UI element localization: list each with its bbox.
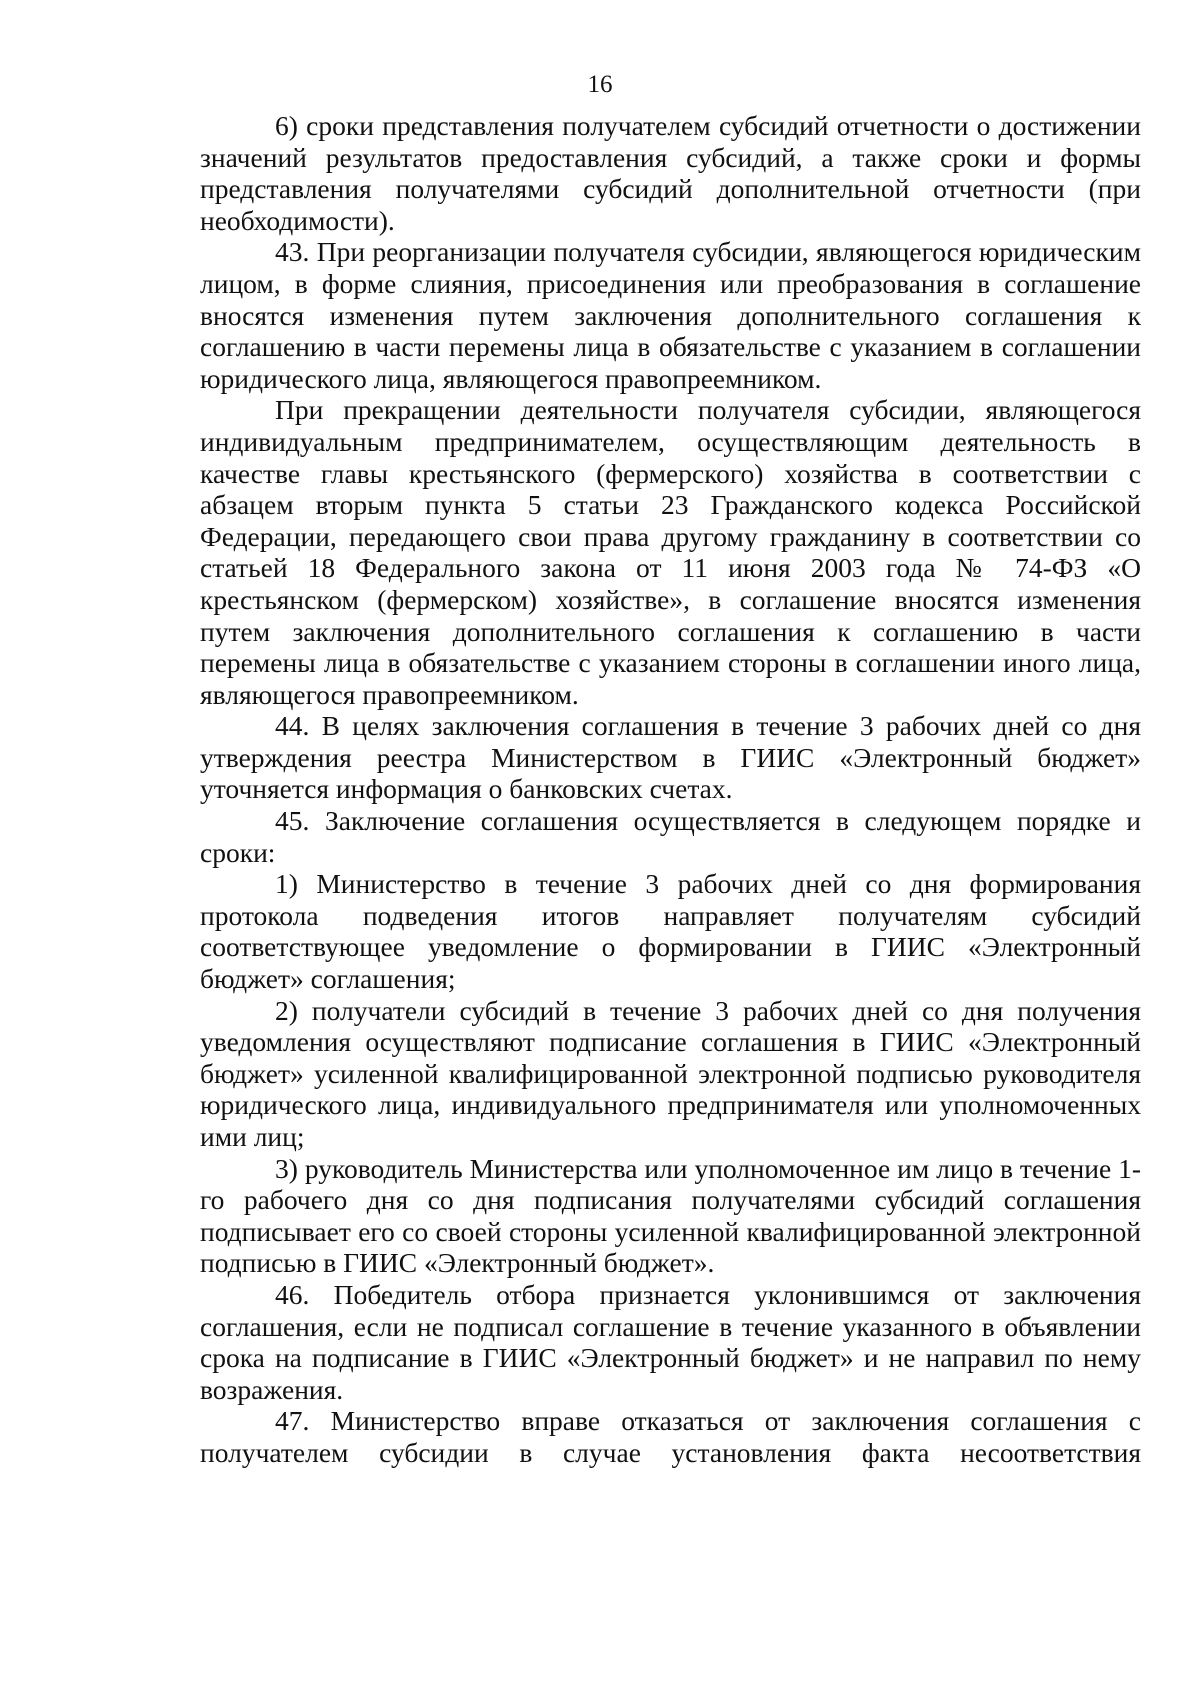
paragraph-45-item-2: 2) получатели субсидий в течение 3 рабочих дней со дня получения уведомления осуществляют подписание соглашения в ГИИС «Электронный бюджет» усиленной квалифицированной электронной подписью руководителя юридического лица, индивидуального предпринимателя или уполномоченных ими лиц; [200, 994, 1141, 1152]
page-number: 16 [587, 71, 613, 98]
paragraph-45-item-1: 1) Министерство в течение 3 рабочих дней со дня формирования протокола подведения итогов направляет получателям субсидий соответствующее уведомление о формировании в ГИИС «Электронный бюджет» соглашения; [200, 868, 1141, 995]
paragraph-item-6: 6) сроки представления получателем субсидий отчетности о достижении значений результатов предоставления субсидий, а также сроки и формы представления получателями субсидий дополнительной отчетности (при необходимости). [200, 110, 1141, 236]
paragraph-45-item-3: 3) руководитель Министерства или уполномоченное им лицо в течение 1-го рабочего дня со дня подписания получателями субсидий соглашения подписывает его со своей стороны усиленной квалифицированной электронной подписью в ГИИС «Электронный бюджет». [200, 1152, 1141, 1279]
paragraph-43: 43. При реорганизации получателя субсидии, являющегося юридическим лицом, в форме слияния, присоединения или преобразования в соглашение вносятся изменения путем заключения дополнительного соглашения к соглашению в части перемены лица в обязательстве с указанием в соглашении юридического лица, являющегося правопреемником. [200, 236, 1141, 394]
paragraph-44: 44. В целях заключения соглашения в течение 3 рабочих дней со дня утверждения реестра Министерством в ГИИС «Электронный бюджет» уточняется информация о банковских счетах. [200, 710, 1141, 805]
paragraph-43-second: При прекращении деятельности получателя субсидии, являющегося индивидуальным предпринимателем, осуществляющим деятельность в качестве главы крестьянского (фермерского) хозяйства в соответствии с абзацем вторым пункта 5 статьи 23 Гражданского кодекса Российской Федерации, передающего свои права другому гражданину в соответствии со статьей 18 Федерального закона от 11 июня 2003 года № 74-ФЗ «О крестьянском (фермерском) хозяйстве», в соглашение вносятся изменения путем заключения дополнительного соглашения к соглашению в части перемены лица в обязательстве с указанием стороны в соглашении иного лица, являющегося правопреемником. [200, 394, 1141, 710]
document-body [200, 110, 1141, 1469]
paragraph-45: 45. Заключение соглашения осуществляется в следующем порядке и сроки: [200, 805, 1141, 868]
paragraph-47: 47. Министерство вправе отказаться от заключения соглашения с получателем субсидии в случае установления факта несоответствия [200, 1405, 1141, 1468]
paragraph-46: 46. Победитель отбора признается уклонившимся от заключения соглашения, если не подписал соглашение в течение указанного в объявлении срока на подписание в ГИИС «Электронный бюджет» и не направил по нему возражения. [200, 1278, 1141, 1405]
